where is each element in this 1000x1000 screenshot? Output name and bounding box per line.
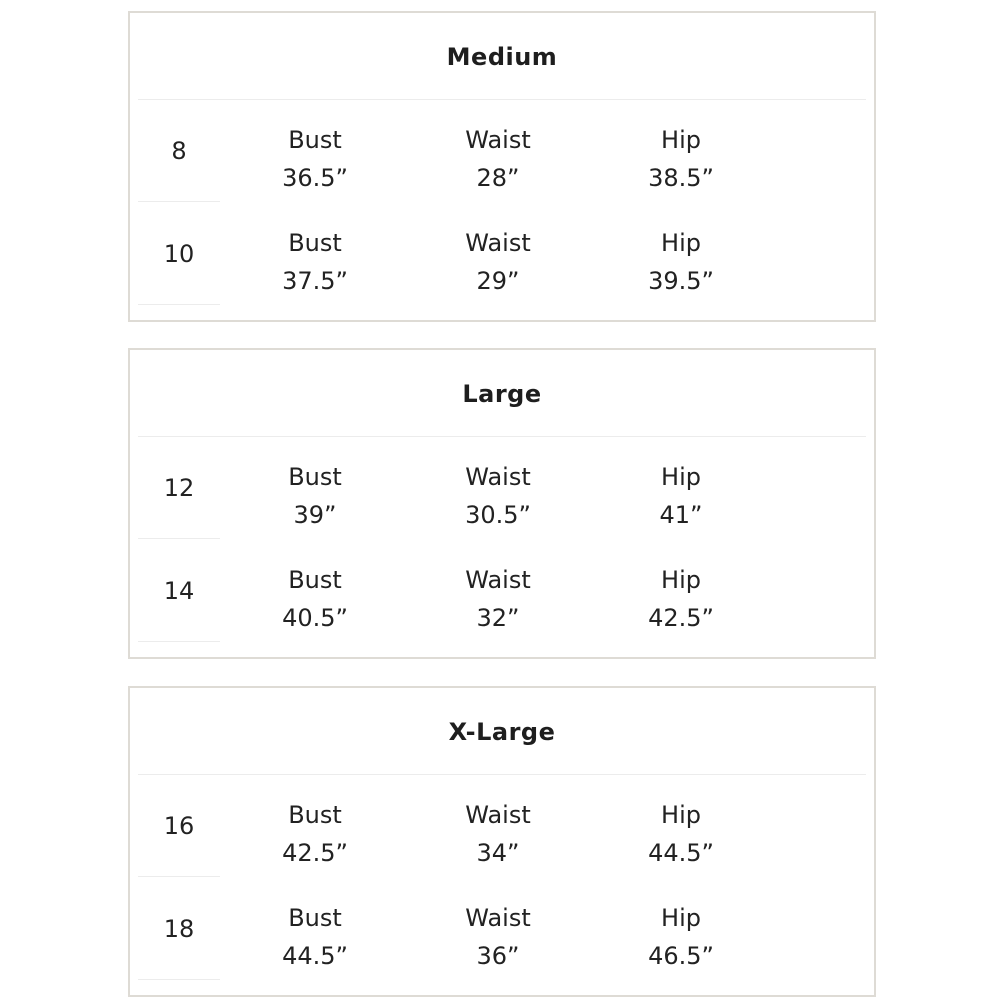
bust-label: Bust [288,566,342,594]
hip-value: 38.5” [648,164,714,192]
title-divider [138,774,866,775]
hip-label: Hip [661,904,701,932]
waist-value: 28” [476,164,520,192]
bust-label: Bust [288,126,342,154]
bust-value: 37.5” [282,267,348,295]
hip-measurement [601,899,761,975]
waist-measurement [418,224,578,300]
size-divider [138,538,220,539]
size-row [130,438,874,541]
waist-label: Waist [465,566,531,594]
size-table-medium [128,11,876,322]
waist-measurement [418,561,578,637]
hip-measurement [601,121,761,197]
size-number: 10 [163,240,195,268]
bust-measurement [235,796,395,872]
bust-label: Bust [288,229,342,257]
size-row [130,101,874,204]
hip-label: Hip [661,566,701,594]
hip-value: 39.5” [648,267,714,295]
bust-measurement [235,121,395,197]
waist-value: 34” [476,839,520,867]
bust-measurement [235,458,395,534]
size-row [130,204,874,307]
bust-measurement [235,899,395,975]
size-number: 16 [163,812,195,840]
table-title: Medium [446,43,558,71]
hip-measurement [601,561,761,637]
waist-label: Waist [465,229,531,257]
size-table-x-large [128,686,876,997]
bust-label: Bust [288,801,342,829]
hip-label: Hip [661,801,701,829]
hip-value: 41” [659,501,703,529]
size-divider [138,979,220,980]
table-title: X-Large [448,718,556,746]
size-number: 14 [163,577,195,605]
bust-measurement [235,561,395,637]
waist-value: 36” [476,942,520,970]
bust-measurement [235,224,395,300]
hip-value: 44.5” [648,839,714,867]
bust-label: Bust [288,463,342,491]
size-number: 8 [171,137,187,165]
size-number: 18 [163,915,195,943]
waist-label: Waist [465,126,531,154]
size-divider [138,201,220,202]
size-divider [138,641,220,642]
bust-value: 39” [293,501,337,529]
bust-value: 36.5” [282,164,348,192]
waist-label: Waist [465,463,531,491]
waist-measurement [418,458,578,534]
hip-measurement [601,224,761,300]
waist-value: 32” [476,604,520,632]
hip-label: Hip [661,126,701,154]
bust-value: 42.5” [282,839,348,867]
hip-value: 42.5” [648,604,714,632]
hip-label: Hip [661,229,701,257]
hip-measurement [601,796,761,872]
title-divider [138,436,866,437]
waist-label: Waist [465,904,531,932]
table-title: Large [462,380,542,408]
size-number: 12 [163,474,195,502]
size-row [130,541,874,644]
size-table-large [128,348,876,659]
waist-value: 29” [476,267,520,295]
bust-label: Bust [288,904,342,932]
size-divider [138,304,220,305]
waist-measurement [418,121,578,197]
bust-value: 44.5” [282,942,348,970]
size-row [130,776,874,879]
waist-label: Waist [465,801,531,829]
bust-value: 40.5” [282,604,348,632]
size-divider [138,876,220,877]
waist-value: 30.5” [465,501,531,529]
hip-value: 46.5” [648,942,714,970]
title-divider [138,99,866,100]
hip-label: Hip [661,463,701,491]
hip-measurement [601,458,761,534]
waist-measurement [418,899,578,975]
size-row [130,879,874,982]
waist-measurement [418,796,578,872]
